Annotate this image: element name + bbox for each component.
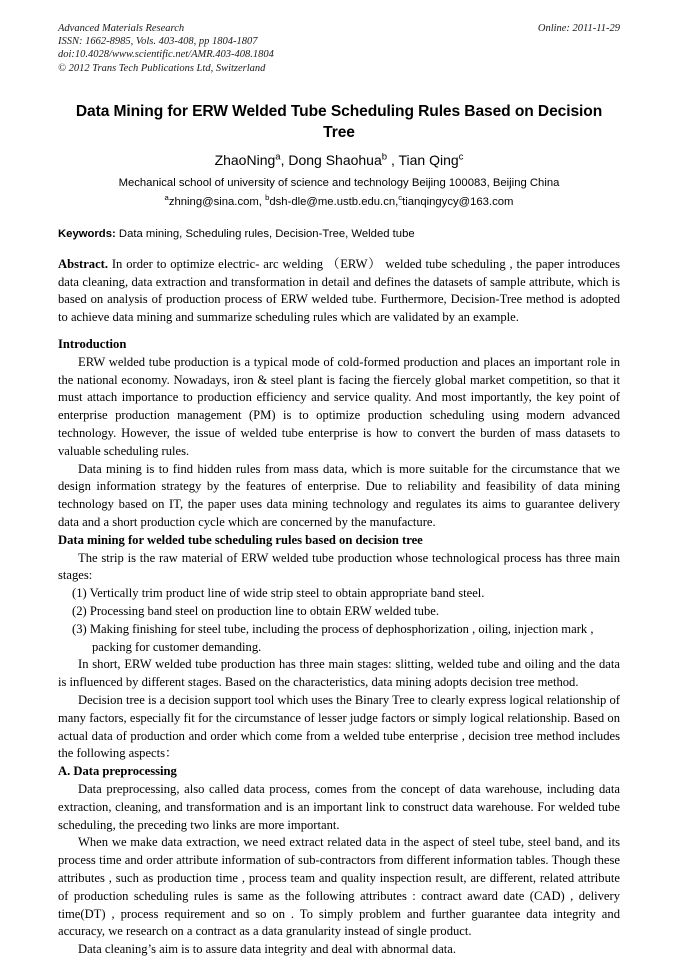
abstract-label: Abstract. [58, 256, 109, 271]
paragraph: The strip is the raw material of ERW welded tube production whose technological process has three main stages: [58, 550, 620, 583]
data-mining-body [58, 550, 620, 764]
list-item: (2) Processing band steel on production line to obtain ERW welded tube. [72, 603, 440, 618]
paragraph: Data preprocessing, also called data process, comes from the concept of data warehouse, including data extraction, cleaning, and transformation and is an important link to construct data warehouse. For welded tube scheduling, the preceding two links are more important. [58, 781, 620, 832]
article-title: Data Mining for ERW Welded Tube Scheduling Rules Based on Decision Tree [75, 102, 603, 141]
keywords-line [58, 227, 620, 242]
author-emails [58, 194, 620, 210]
paragraph: Decision tree is a decision support tool which uses the Binary Tree to clearly express logical relationship of many factors, especially fit for the circumstance of lesser judge factors or simply logical relationship. Based on actual data of production and order which come from a welded tube enterprise , decision tree method includes the following aspects： [58, 692, 620, 761]
section-heading-introduction: Introduction [58, 337, 127, 351]
list-item: (1) Vertically trim product line of wide strip steel to obtain appropriate band steel. [72, 586, 485, 601]
abstract-block [58, 256, 620, 327]
author-3: , Tian Qing [387, 151, 459, 168]
email-2-marker: b [265, 193, 270, 203]
paragraph: Data mining is to find hidden rules from mass data, which is more suitable for the circumstance that we design information strategy by the features of enterprise. Due to reliability and feasibility of data mining technology based on IT, the paper uses data mining technology and regulates its aims to guarantee delivery data and a short production cycle which are concerned by the manufacture. [58, 461, 620, 529]
introduction-body [58, 354, 620, 532]
journal-name: Advanced Materials Research [58, 23, 185, 34]
author-1-affiliation-marker: a [275, 151, 281, 163]
journal-copyright: © 2012 Trans Tech Publications Ltd, Switzerland [58, 62, 266, 74]
email-2: dsh-dle@me.ustb.edu.cn, [269, 195, 399, 208]
author-2: , Dong Shaohua [280, 151, 382, 168]
data-preprocessing-body [58, 781, 620, 959]
paragraph: Data cleaning’s aim is to assure data integrity and deal with abnormal data. [78, 942, 457, 957]
paragraph: In short, ERW welded tube production has three main stages: slitting, welded tube and oiling and the data is influenced by different stages. Based on the characteristics, data mining adopts decision tree method. [58, 657, 620, 690]
list-item: (3) Making finishing for steel tube, including the process of dephosphorization , oiling, injection mark , packing for customer demanding. [72, 621, 594, 654]
journal-masthead [58, 22, 620, 75]
author-3-affiliation-marker: c [458, 151, 464, 163]
keywords-label: Keywords: [58, 227, 116, 240]
section-heading-data-mining: Data mining for welded tube scheduling rules based on decision tree [58, 532, 423, 547]
keywords-value: Data mining, Scheduling rules, Decision-Tree, Welded tube [115, 227, 415, 240]
author-list [58, 151, 620, 169]
journal-doi: doi:10.4028/www.scientific.net/AMR.403-408.1804 [58, 49, 274, 61]
online-publication-date: Online: 2011-11-29 [537, 23, 620, 34]
journal-issn: ISSN: 1662-8985, Vols. 403-408, pp 1804-1807 [58, 36, 258, 48]
author-1: ZhaoNing [214, 151, 276, 168]
paragraph: When we make data extraction, we need extract related data in the aspect of steel tube, steel band, and its process time and order attribute information of sub-contractors from different information tables. Though these attributes , such as production time , process team and quality inspection result, are different, related attribute of production scheduling rules is same as the following attributes : contract award date (CAD) , delivery time(DT) , process requirement and so on . To simply problem and further guarantee data integrity and accuracy, we research on a contract as a data granularity instead of single product. [58, 835, 620, 939]
email-1-marker: a [164, 193, 169, 203]
abstract-text: In order to optimize electric- arc welding （ERW） welded tube scheduling , the paper introduces data cleaning, data extraction and transformation in detail and defines the datasets of sample attribute, which is based on analysis of production process of ERW welded tube. Furthermore, Decision-Tree method is adopted to achieve data mining and summarize scheduling rules which are validated by an example. [58, 256, 620, 325]
subsection-heading-data-preprocessing: A. Data preprocessing [58, 764, 177, 779]
email-3: tianqingycy@163.com [402, 195, 514, 208]
paragraph: ERW welded tube production is a typical mode of cold-formed production and places an important role in the national economy. Nowadays, iron & steel plant is facing the fiercely global market competition, so that it must attach importance to production efficiency and service quality. And most importantly, the key point of enterprise production management (PM) is to optimize production scheduling using modern advanced technology. However, the issue of welded tube enterprise is how to convert the burden of mass datasets to valuable scheduling rules. [58, 354, 620, 458]
page-content [58, 22, 620, 959]
email-3-marker: c [398, 193, 403, 203]
author-2-affiliation-marker: b [381, 151, 388, 163]
author-affiliation: Mechanical school of university of science and technology Beijing 100083, Beijing China [118, 176, 560, 189]
email-1: zhning@sina.com, [168, 195, 266, 208]
